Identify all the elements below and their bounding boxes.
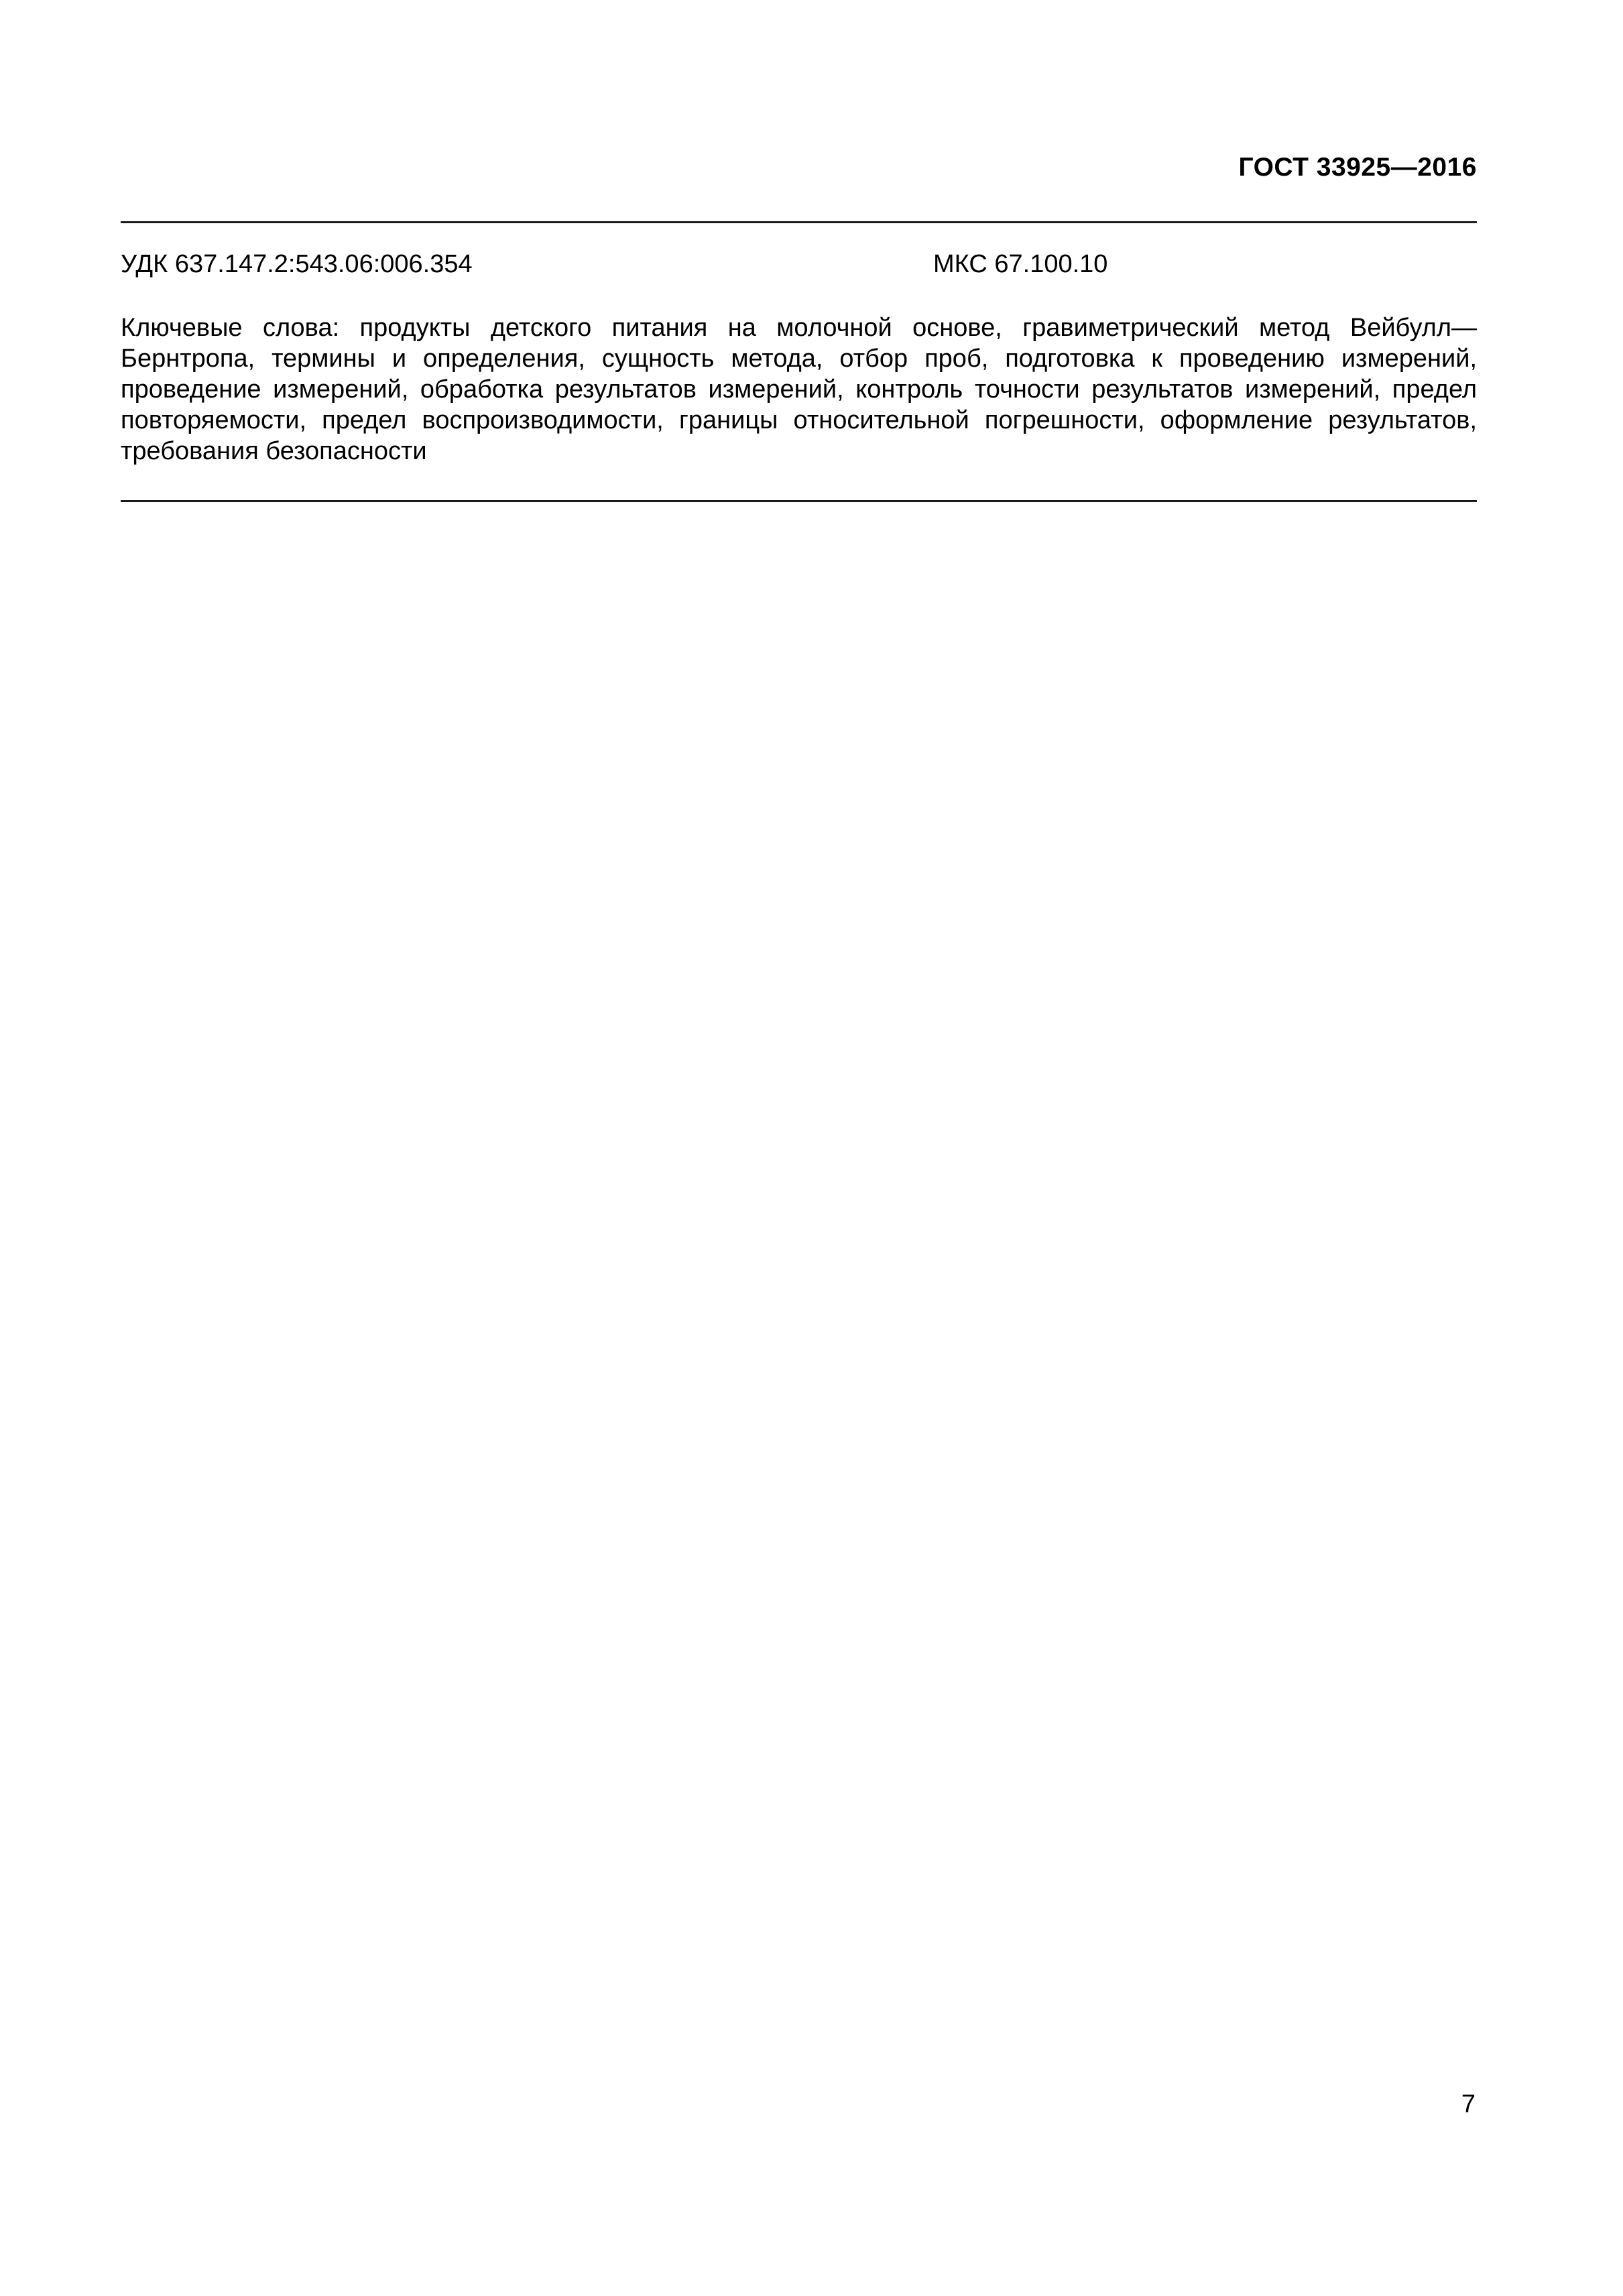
standard-id-header: ГОСТ 33925—2016 [1238, 153, 1477, 182]
top-divider [121, 221, 1477, 223]
keywords-paragraph: Ключевые слова: продукты детского питания на молочной основе, гравиметрический метод Вейбулл—Бернтропа, термины и определения, сущность метода, отбор проб, подготовка к проведению измерений, проведение измерений, обработка результатов измерений, контроль точности результатов измерений, предел повторяемости, предел воспроизводимости, границы относительной погрешности, оформление результатов, требования безопасности [121, 314, 1477, 465]
udc-code: УДК 637.147.2:543.06:006.354 [121, 250, 473, 278]
bottom-divider [121, 500, 1477, 502]
page-number: 7 [1461, 2090, 1476, 2118]
mks-code: МКС 67.100.10 [933, 250, 1108, 278]
